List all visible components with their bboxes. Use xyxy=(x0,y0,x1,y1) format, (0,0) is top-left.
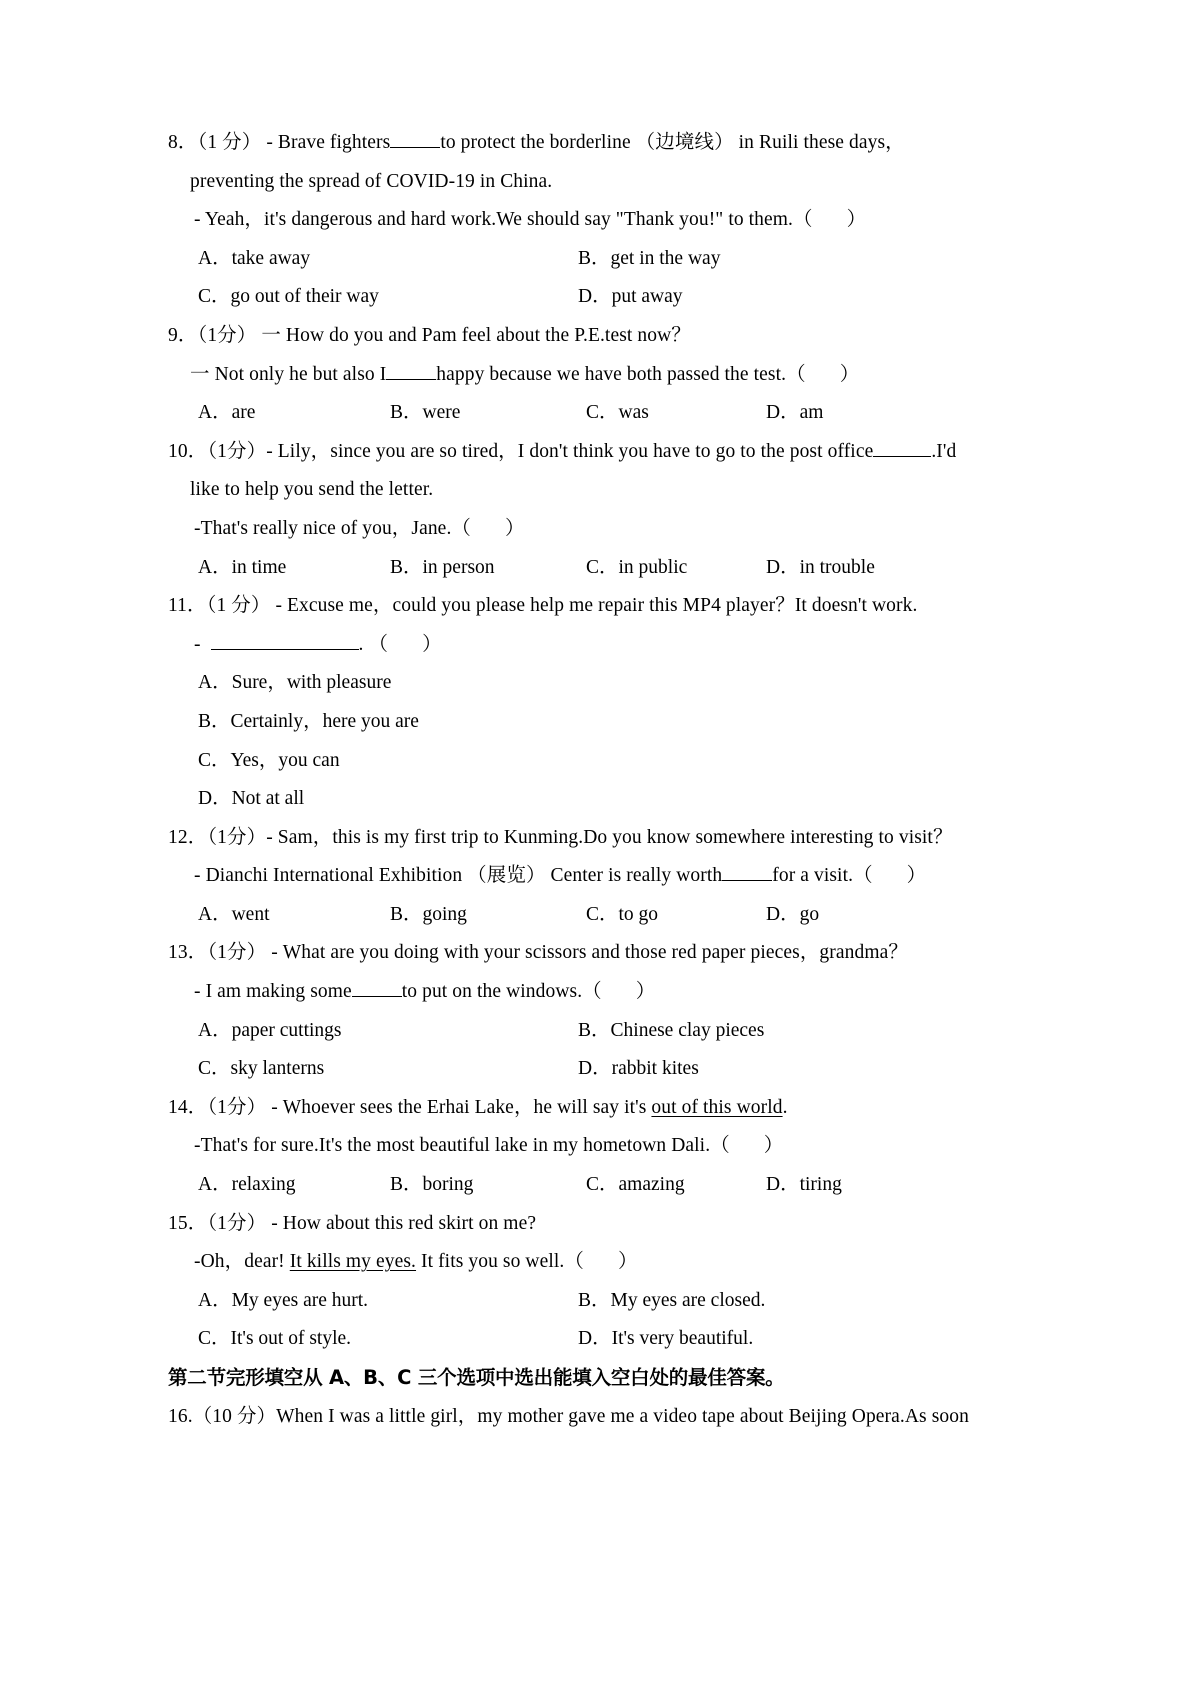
question-12-score: （1分） xyxy=(207,826,267,848)
question-13-option-d[interactable] xyxy=(578,1058,699,1079)
question-8-stem-line-2: preventing the spread of COVID‐19 in China. xyxy=(190,170,553,192)
question-11-answer-paren-open: （ xyxy=(368,633,389,655)
question-15-answer-paren-close: ） xyxy=(617,1251,638,1273)
question-9 xyxy=(168,317,968,433)
option-label: A． xyxy=(198,1019,232,1041)
question-8-options-row-2 xyxy=(168,278,968,317)
option-text: put away xyxy=(611,286,683,308)
option-text: My eyes are hurt. xyxy=(231,1289,369,1311)
question-11-options-row-1 xyxy=(168,664,968,703)
option-text: take away xyxy=(231,247,311,269)
question-14-option-b[interactable] xyxy=(390,1166,586,1205)
question-9-option-b[interactable] xyxy=(390,394,586,433)
option-text: It's out of style. xyxy=(230,1328,352,1350)
question-11-option-b[interactable] xyxy=(198,703,419,742)
question-15-option-b[interactable] xyxy=(578,1290,765,1311)
question-14-option-a[interactable] xyxy=(198,1166,390,1205)
option-label: C． xyxy=(586,903,619,925)
option-text: get in the way xyxy=(610,247,721,269)
question-12-stem-text: ‐ Sam，this is my first trip to Kunming.Do you know somewhere interesting to visit？ xyxy=(266,826,953,848)
question-9-option-a[interactable] xyxy=(198,394,390,433)
question-11-option-d[interactable] xyxy=(198,780,304,819)
option-text: go out of their way xyxy=(230,286,379,308)
question-8-answer-paren-close: ） xyxy=(846,209,867,231)
question-11-answer-paren-close: ） xyxy=(422,633,442,655)
question-14-underlined-phrase: out of this world xyxy=(651,1096,783,1118)
question-13-stem-text: ‐ What are you doing with your scissors and those red paper pieces，grandma？ xyxy=(271,942,908,964)
option-text: Certainly，here you are xyxy=(230,710,419,732)
question-14-stem-post: . xyxy=(782,1096,788,1118)
option-label: A． xyxy=(198,672,232,694)
option-text: are xyxy=(231,402,256,424)
question-16-text: When I was a little girl，my mother gave me a video tape about Beijing Opera.As soon xyxy=(276,1405,969,1427)
option-label: D． xyxy=(766,1174,800,1196)
option-text: Chinese clay pieces xyxy=(610,1019,765,1041)
question-11-option-c[interactable] xyxy=(198,742,340,781)
question-8-option-c[interactable] xyxy=(198,278,578,317)
question-9-reply-post: happy because we have both passed the test. xyxy=(436,363,787,385)
option-text: in public xyxy=(618,556,688,578)
question-10-stem-post: .I'd xyxy=(931,440,957,462)
option-text: went xyxy=(231,903,270,925)
question-11 xyxy=(168,587,968,819)
question-13 xyxy=(168,934,968,1088)
option-label: A． xyxy=(198,247,232,269)
question-9-option-d[interactable] xyxy=(766,394,823,433)
question-14-score: （1分） xyxy=(207,1096,267,1118)
question-13-option-a[interactable] xyxy=(198,1012,578,1051)
option-text: paper cuttings xyxy=(231,1019,342,1041)
option-label: C． xyxy=(198,286,231,308)
question-8-option-b[interactable] xyxy=(578,248,720,269)
question-12-stem-line-1: 12．（1分）‐ Sam，this is my first trip to Kunming.Do you know somewhere interesting to visit？ xyxy=(168,819,968,858)
question-13-stem-line-1: 13．（1分） ‐ What are you doing with your scissors and those red paper pieces，grandma？ xyxy=(168,934,968,973)
option-label: A． xyxy=(198,1289,232,1311)
question-15 xyxy=(168,1205,968,1359)
question-11-reply-pre: ‐ xyxy=(194,633,201,655)
option-label: D． xyxy=(766,402,800,424)
question-9-answer-paren-open: （ xyxy=(786,363,806,385)
option-text: It's very beautiful. xyxy=(611,1328,754,1350)
question-9-answer-paren-close: ） xyxy=(839,363,860,385)
option-text: amazing xyxy=(618,1174,685,1196)
question-14-reply-line xyxy=(168,1127,968,1166)
question-13-option-b[interactable] xyxy=(578,1020,764,1041)
option-label: B． xyxy=(578,1289,611,1311)
question-12-option-c[interactable] xyxy=(586,896,766,935)
option-text: Not at all xyxy=(231,788,305,810)
question-15-reply-post: It fits you so well. xyxy=(416,1251,565,1273)
question-11-options-row-3 xyxy=(168,742,968,781)
question-8-stem-part-1: ‐ Brave fighters xyxy=(266,132,391,153)
option-text: relaxing xyxy=(231,1174,296,1196)
question-12-answer-paren-open: （ xyxy=(853,865,873,887)
question-10-answer-paren-close: ） xyxy=(505,517,525,539)
question-10-options-row xyxy=(168,549,968,588)
option-label: B． xyxy=(578,1019,611,1041)
question-8-stem-line-1: 8．（1 分） ‐ Brave fighters to protect the borderline （边境线） in Ruili these days， xyxy=(168,124,968,163)
question-11-stem-text: ‐ Excuse me，could you please help me repair this MP4 player？It doesn't work. xyxy=(275,595,918,617)
option-text: sky lanterns xyxy=(230,1058,325,1080)
question-8 xyxy=(168,124,968,317)
question-10-option-a[interactable] xyxy=(198,549,390,588)
option-label: B． xyxy=(198,710,231,732)
question-10-stem-line-2: like to help you send the letter. xyxy=(190,479,434,501)
question-12-reply-pre: ‐ Dianchi International Exhibition （展览） Center is really worth xyxy=(194,865,723,887)
question-8-reply-text: ‐ Yeah，it's dangerous and hard work.We should say "Thank you!" to them. xyxy=(194,209,794,231)
question-10-stem-pre: ‐ Lily，since you are so tired，I don't think you have to go to the post office xyxy=(266,440,874,462)
question-15-answer-paren-open: （ xyxy=(564,1251,584,1273)
question-12-blank xyxy=(722,865,772,881)
question-9-reply-pre: 一 Not only he but also I xyxy=(190,363,387,385)
question-8-stem-part-2: to protect the borderline （边境线） in Ruili these days， xyxy=(440,132,905,153)
question-10-answer-paren-open: （ xyxy=(451,517,472,539)
question-11-options-row-2 xyxy=(168,703,968,742)
option-text: Yes，you can xyxy=(230,749,340,771)
question-12-option-b[interactable] xyxy=(390,896,586,935)
question-13-reply-line xyxy=(168,973,968,1012)
option-label: B． xyxy=(390,402,423,424)
option-text: to go xyxy=(618,903,659,925)
question-14-number: 14 xyxy=(168,1096,188,1118)
question-9-number: 9 xyxy=(168,324,178,346)
option-label: B． xyxy=(390,556,423,578)
option-text: in time xyxy=(231,556,287,578)
question-13-blank xyxy=(352,981,402,997)
option-label: A． xyxy=(198,903,232,925)
question-13-option-c[interactable] xyxy=(198,1050,578,1089)
question-8-option-a[interactable] xyxy=(198,240,578,279)
question-15-option-d[interactable] xyxy=(578,1328,753,1349)
question-15-option-c[interactable] xyxy=(198,1320,578,1359)
question-12-reply-line xyxy=(168,857,968,896)
option-label: A． xyxy=(198,556,232,578)
question-10-option-c[interactable] xyxy=(586,549,766,588)
option-text: go xyxy=(799,903,820,925)
question-13-score: （1分） xyxy=(207,942,267,964)
option-label: B． xyxy=(390,1174,423,1196)
option-label: C． xyxy=(198,749,231,771)
option-label: C． xyxy=(586,556,619,578)
question-13-number: 13 xyxy=(168,942,188,964)
question-14 xyxy=(168,1089,968,1205)
question-11-number: 11 xyxy=(168,595,187,617)
question-12-answer-paren-close: ） xyxy=(906,865,927,887)
option-label: C． xyxy=(198,1058,231,1080)
question-15-stem-text: ‐ How about this red skirt on me? xyxy=(271,1212,537,1234)
option-text: rabbit kites xyxy=(611,1058,699,1080)
option-text: in person xyxy=(422,556,495,578)
option-label: A． xyxy=(198,1174,232,1196)
option-label: A． xyxy=(198,402,232,424)
question-9-options-row xyxy=(168,394,968,433)
option-text: was xyxy=(618,402,649,424)
option-text: Sure，with pleasure xyxy=(231,672,392,694)
question-15-number: 15 xyxy=(168,1212,188,1234)
question-14-stem-pre: ‐ Whoever sees the Erhai Lake，he will say it's xyxy=(271,1096,652,1118)
question-12-reply-post: for a visit. xyxy=(772,865,854,887)
question-8-reply-line xyxy=(168,201,968,240)
question-11-option-a[interactable] xyxy=(198,664,391,703)
question-15-stem-line-1: 15．（1分） ‐ How about this red skirt on me? xyxy=(168,1205,968,1244)
option-label: D． xyxy=(766,556,800,578)
question-11-score: （1 分） xyxy=(206,595,271,617)
question-16-score: （10 分） xyxy=(192,1405,277,1427)
question-14-reply-text: ‐That's for sure.It's the most beautiful lake in my hometown Dali. xyxy=(194,1135,711,1157)
option-label: C． xyxy=(586,402,619,424)
question-10 xyxy=(168,433,968,587)
option-text: were xyxy=(422,402,461,424)
option-text: boring xyxy=(422,1174,474,1196)
question-10-option-b[interactable] xyxy=(390,549,586,588)
option-text: am xyxy=(799,402,824,424)
question-13-options-row-1 xyxy=(168,1012,968,1051)
option-text: in trouble xyxy=(799,556,875,578)
question-8-options-row-1 xyxy=(168,240,968,279)
question-11-reply-line xyxy=(168,626,968,665)
question-13-answer-paren-open: （ xyxy=(582,981,602,1003)
question-10-option-d[interactable] xyxy=(766,549,875,588)
question-9-stem-text: 一 How do you and Pam feel about the P.E.test now？ xyxy=(261,324,691,346)
option-text: going xyxy=(422,903,467,925)
question-8-blank xyxy=(390,132,440,148)
question-12-options-row xyxy=(168,896,968,935)
question-15-options-row-2 xyxy=(168,1320,968,1359)
question-10-reply-text: ‐That's really nice of you，Jane. xyxy=(194,517,452,539)
question-14-options-row xyxy=(168,1166,968,1205)
question-14-answer-paren-open: （ xyxy=(710,1135,730,1157)
option-text: My eyes are closed. xyxy=(610,1289,766,1311)
option-label: B． xyxy=(578,247,611,269)
question-13-reply-pre: ‐ I am making some xyxy=(194,981,352,1003)
question-16-stem-line-1 xyxy=(168,1398,968,1437)
question-16-number: 16. xyxy=(168,1405,193,1427)
option-label: B． xyxy=(390,903,423,925)
option-label: D． xyxy=(766,903,800,925)
option-label: D． xyxy=(578,1058,612,1080)
option-label: D． xyxy=(578,1328,612,1350)
question-9-blank xyxy=(386,364,436,380)
question-14-answer-paren-close: ） xyxy=(763,1135,784,1157)
question-14-option-c[interactable] xyxy=(586,1166,766,1205)
question-14-stem-line-1: 14．（1分） ‐ Whoever sees the Erhai Lake，he will say it's out of this world. xyxy=(168,1089,968,1128)
question-9-option-c[interactable] xyxy=(586,394,766,433)
question-15-underlined-phrase: It kills my eyes. xyxy=(289,1251,417,1273)
question-13-options-row-2 xyxy=(168,1050,968,1089)
question-11-stem-line-1: 11．（1 分） ‐ Excuse me，could you please help me repair this MP4 player？It doesn't work. xyxy=(168,587,968,626)
question-9-score: （1分） xyxy=(197,324,257,346)
questions-container xyxy=(168,124,968,1436)
question-11-reply-post: . xyxy=(358,633,364,655)
question-10-score: （1分） xyxy=(207,440,267,462)
question-9-stem-line-1: 9．（1分） 一 How do you and Pam feel about the P.E.test now？ xyxy=(168,317,968,356)
option-text: tiring xyxy=(799,1174,842,1196)
question-10-stem-line-1: 10．（1分）‐ Lily，since you are so tired，I don't think you have to go to the post office .I'd xyxy=(168,433,968,472)
option-label: C． xyxy=(586,1174,619,1196)
question-12-option-a[interactable] xyxy=(198,896,390,935)
section-heading: 第二节完形填空从 A、B、C 三个选项中选出能填入空白处的最佳答案。 xyxy=(168,1366,785,1389)
question-8-answer-paren-open: （ xyxy=(793,209,813,231)
question-15-reply-pre: ‐Oh，dear! xyxy=(194,1251,290,1273)
question-12-option-d[interactable] xyxy=(766,896,819,935)
question-10-reply-line xyxy=(168,510,968,549)
option-label: D． xyxy=(198,788,232,810)
question-8-option-d[interactable] xyxy=(578,286,683,307)
question-8-score: （1 分） xyxy=(197,132,262,153)
question-11-options-row-4 xyxy=(168,780,968,819)
question-10-number: 10 xyxy=(168,440,188,462)
question-10-blank xyxy=(873,441,931,457)
question-13-answer-paren-close: ） xyxy=(635,981,656,1003)
question-12 xyxy=(168,819,968,935)
question-15-score: （1分） xyxy=(207,1212,267,1234)
question-12-number: 12 xyxy=(168,826,188,848)
question-9-reply-line xyxy=(168,356,968,395)
question-15-options-row-1 xyxy=(168,1282,968,1321)
option-label: D． xyxy=(578,286,612,308)
question-14-option-d[interactable] xyxy=(766,1166,842,1205)
question-11-blank xyxy=(211,634,359,650)
question-15-reply-line xyxy=(168,1243,968,1282)
question-13-reply-post: to put on the windows. xyxy=(401,981,583,1003)
question-15-option-a[interactable] xyxy=(198,1282,578,1321)
question-8-number: 8 xyxy=(168,132,178,153)
option-label: C． xyxy=(198,1328,231,1350)
